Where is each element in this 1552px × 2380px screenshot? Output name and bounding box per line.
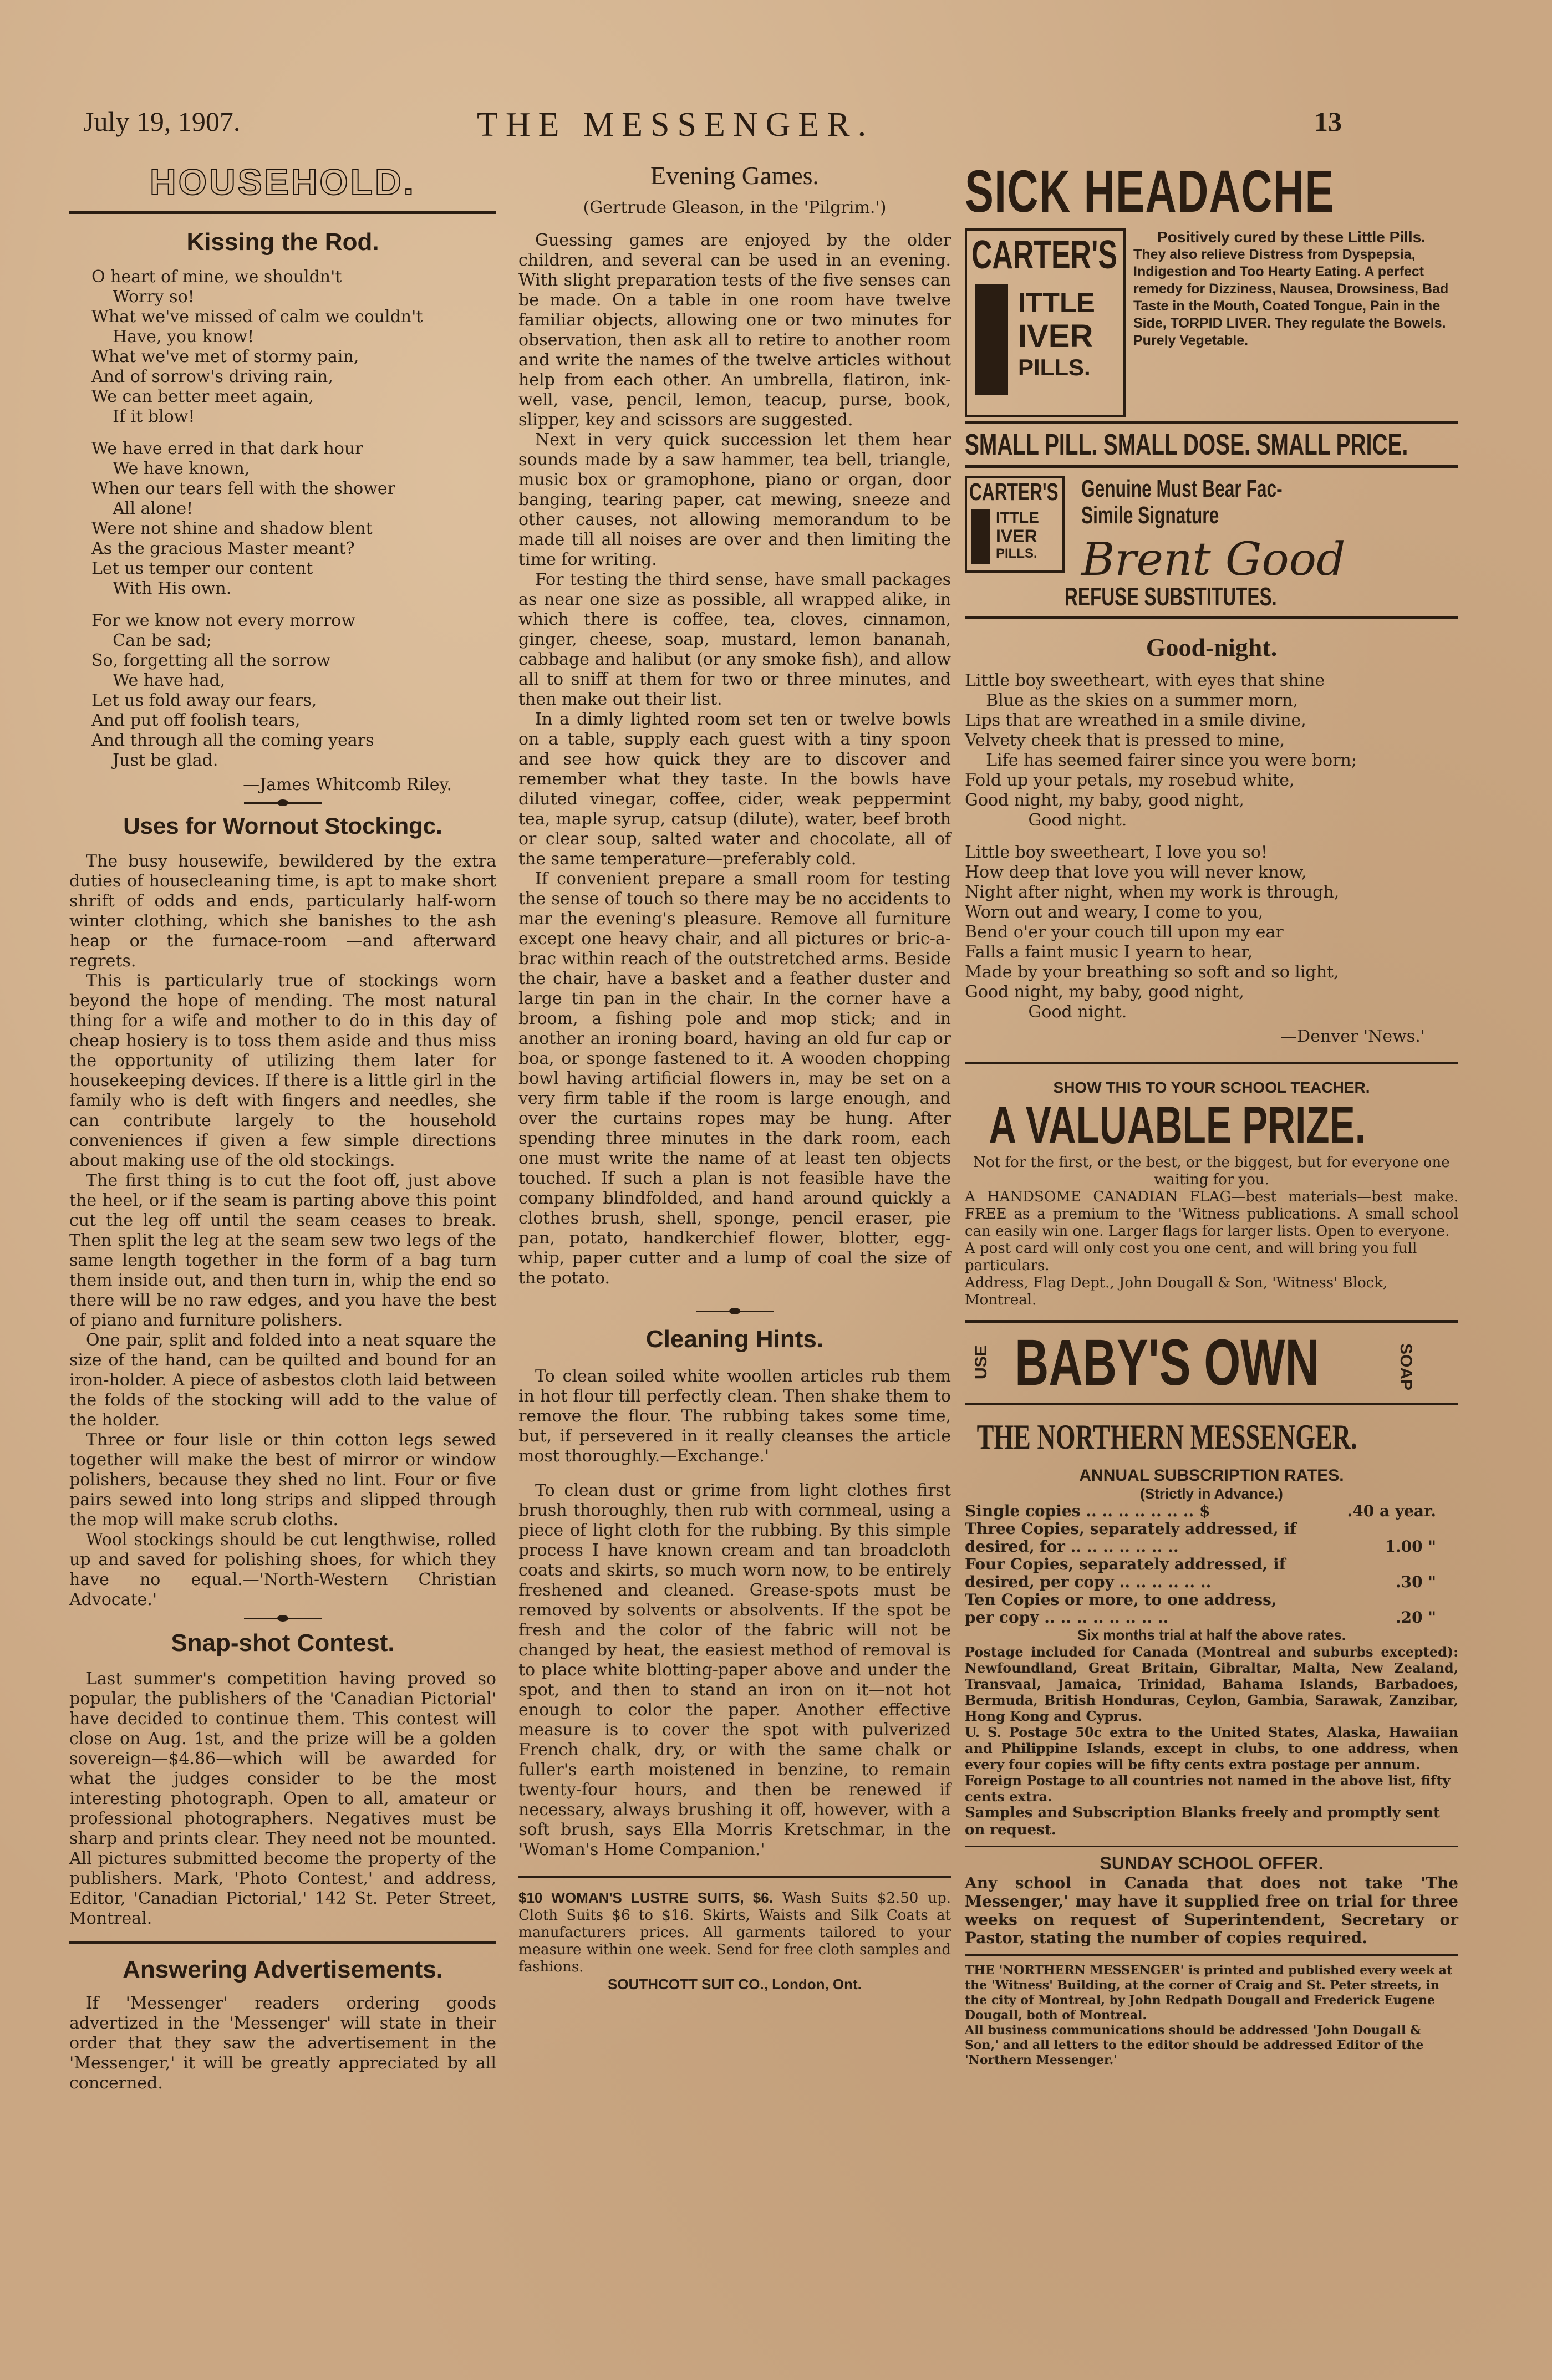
- poem-line: And put off foolish tears,: [91, 711, 301, 730]
- trial-note: Six months trial at half the above rates.: [1077, 1627, 1346, 1643]
- paragraph: For testing the third sense, have small packages as near one size as possible, all wrapped alike, in which there is coffee, tea, cloves, cinnamon, ginger, cheese, soap, mustard, lemon bananah, cabbage and halibut (or any smoke fish), and allow all to sniff at them for two or three minutes, and then make out their list.: [518, 570, 951, 709]
- poem-line: [91, 599, 496, 611]
- separator-rule: [518, 1876, 951, 1878]
- poem-line: [965, 830, 1458, 843]
- rate-row: [965, 1502, 1436, 1520]
- poem-line: Made by your breathing so soft and so light,: [965, 962, 1339, 982]
- rate-label: Single copies .. .. .. .. .. .. .. $: [965, 1502, 1210, 1520]
- snapshot-text: Last summer's competition having proved so popular, the publishers of the 'Canadian Pictorial' have decided to continue them. This contest will close on Aug. 1st, and the prize will be a golden sovereign—$4.86—which will be awarded for what the judges consider to be the most interesting photograph. Open to all, amateur or professional photographers. Negatives must be sharp and prints clear. They need not be mounted. All pictures submitted become the property of the publishers. Mark, 'Photo Contest,' and address, Editor, 'Canadian Pictorial,' 142 St. Peter Street, Montreal.: [69, 1669, 496, 1928]
- answering-text: If 'Messenger' readers ordering goods advertized in the 'Messenger' will state in their order that they saw the advertisement in the 'Messenger,' it will be greatly appreciated by all concerned.: [69, 1994, 496, 2093]
- household-heading: HOUSEHOLD.: [149, 161, 416, 202]
- rates-table: [965, 1502, 1458, 1627]
- prize-address: Address, Flag Dept., John Dougall & Son, 'Witness' Block, Montreal.: [965, 1275, 1388, 1308]
- poem-line: Little boy sweetheart, with eyes that shine: [965, 671, 1325, 690]
- poem-line: Night after night, when my work is through,: [965, 883, 1340, 902]
- issue-date: July 19, 1907.: [83, 106, 241, 137]
- evening-games-article: [518, 231, 951, 1288]
- brand-line-1: ITTLE: [1018, 287, 1095, 318]
- poem-line: Have, you know!: [91, 327, 255, 346]
- brand-line-2: IVER: [1018, 318, 1093, 354]
- poem-line: All alone!: [91, 499, 194, 518]
- carters-genuine: Genuine Must Bear Fac-Simile Signature: [1081, 475, 1283, 529]
- babys-own-ad: [965, 1326, 1458, 1399]
- poem-line: Worry so!: [91, 287, 195, 307]
- poem-line: Little boy sweetheart, I love you so!: [965, 843, 1268, 862]
- carters-cured: Positively cured by these Little Pills.: [1157, 228, 1426, 246]
- imprint: THE 'NORTHERN MESSENGER' is printed and published every week at the 'Witness' Building, at the corner of Craig and St. Peter streets, in the city of Montreal, by John Redpath Dougall and Frederick Eugene Dougall, both of Montreal.: [965, 1963, 1453, 2022]
- poem-line: How deep that love you will never know,: [965, 863, 1307, 882]
- babys-own-left: USE: [972, 1345, 990, 1379]
- suits-ad-company: SOUTHCOTT SUIT CO., London, Ont.: [608, 1976, 862, 1992]
- poem-line: We have erred in that dark hour: [91, 439, 363, 458]
- poem-line: For we know not every morrow: [91, 611, 356, 630]
- rate-label: Ten Copies or more, to one address, per copy .. .. .. .. .. .. .. ..: [965, 1591, 1277, 1627]
- stockings-title: Uses for Wornout Stockingc.: [123, 813, 442, 839]
- poem-line: Good night.: [965, 811, 1127, 830]
- paragraph: Guessing games are enjoyed by the older children, and several can be used in an evening. With slight preparation tests of the five senses can be made. On a table in one room have twelve familiar objects, allowing one or two minutes for observation, then ask all to retire to another room and write the names of the twelve articles without help from each other. An umbrella, flatiron, ink-well, vase, pencil, lemon, teacup, purse, book, slipper, key and scissors are suggested.: [518, 231, 951, 430]
- answering-title: Answering Advertisements.: [123, 1956, 443, 1983]
- poem-line: Good night, my baby, good night,: [965, 982, 1244, 1002]
- poem-author: —James Whitcomb Riley.: [243, 775, 452, 794]
- poem-kissing-the-rod: [69, 267, 496, 771]
- paragraph: Next in very quick succession let them hear sounds made by a saw hammer, tea bell, triangle, music box or gramophone, piano or organ, door banging, tearing paper, cat mewing, sneeze and other causes, not allowing memorandum to be made till all noises are over and then limiting the time for writing.: [518, 430, 951, 569]
- separator: [244, 802, 322, 804]
- evening-games-byline: (Gertrude Gleason, in the 'Pilgrim.'): [583, 198, 887, 217]
- separator-rule: [69, 1941, 496, 1944]
- poem-line: Worn out and weary, I come to you,: [965, 903, 1264, 922]
- small-brand-line-3: PILLS.: [996, 546, 1037, 561]
- brand-line-3: PILLS.: [1018, 354, 1091, 380]
- poem-line: Blue as the skies on a summer morn,: [965, 691, 1299, 710]
- paragraph: Wool stockings should be cut lengthwise, rolled up and saved for polishing shoes, for which they have no equal.—'North-Western Christian Advocate.': [69, 1530, 496, 1609]
- carters-refuse: REFUSE SUBSTITUTES.: [1065, 582, 1277, 611]
- babys-own-right: SOAP: [1397, 1343, 1415, 1391]
- masthead-title: THE MESSENGER.: [477, 106, 874, 144]
- rates-title: ANNUAL SUBSCRIPTION RATES.: [1079, 1466, 1344, 1485]
- page-number: 13: [1314, 106, 1342, 137]
- prize-kicker: SHOW THIS TO YOUR SCHOOL TEACHER.: [1053, 1079, 1370, 1096]
- poem-line: Velvety cheek that is pressed to mine,: [965, 731, 1285, 750]
- rate-row: [965, 1591, 1436, 1627]
- rate-row: [965, 1556, 1436, 1591]
- poem-good-night: [965, 671, 1458, 1022]
- poem-line: When our tears fell with the shower: [91, 479, 395, 498]
- prize-line-2: A HANDSOME CANADIAN FLAG—best materials—best make. FREE as a premium to the 'Witness publications. A small school can easily win one. Larger flags for larger lists. Open to everyone.: [965, 1189, 1458, 1240]
- column-games: [518, 161, 951, 1993]
- column-ads: [965, 157, 1458, 2068]
- separator: [696, 1311, 774, 1312]
- rate-value: .40 a year.: [1347, 1502, 1436, 1520]
- carters-brand: CARTER'S: [971, 233, 1117, 277]
- rate-label: Three Copies, separately addressed, if desired, for .. .. .. .. .. .. ..: [965, 1520, 1297, 1556]
- suits-ad-headline: $10 WOMAN'S LUSTRE SUITS, $6.: [518, 1889, 773, 1906]
- poem-line: Bend o'er your couch till upon my ear: [965, 923, 1284, 942]
- poem-line: We can better meet again,: [91, 387, 314, 406]
- babys-own-main: BABY'S OWN: [1015, 1326, 1319, 1399]
- small-brand-line-2: IVER: [996, 526, 1037, 546]
- carters-signature: Brent Good: [1081, 533, 1346, 586]
- sunday-title: SUNDAY SCHOOL OFFER.: [1100, 1853, 1324, 1873]
- prize-ad: [965, 1079, 1458, 1323]
- prize-line-3: A post card will only cost you one cent, and will bring you full particulars.: [965, 1240, 1417, 1274]
- poem-line: Good night, my baby, good night,: [965, 791, 1244, 810]
- carters-small-brand: CARTER'S: [969, 478, 1059, 506]
- goodnight-title: Good-night.: [1146, 633, 1278, 661]
- poem-line: And of sorrow's driving rain,: [91, 367, 333, 386]
- poem-line: What we've met of stormy pain,: [91, 347, 359, 366]
- communications: All business communications should be addressed 'John Dougall & Son,' and all letters to the editor should be addressed Editor of the 'Northern Messenger.': [965, 2023, 1424, 2067]
- poem-line: Let us temper our content: [91, 559, 313, 578]
- poem-line: Falls a faint music I yearn to hear,: [965, 942, 1253, 962]
- prize-line-1: Not for the first, or the best, or the biggest, but for everyone one waiting for you.: [973, 1154, 1450, 1188]
- carters-slogan: SMALL PILL. SMALL DOSE. SMALL PRICE.: [965, 428, 1408, 461]
- carters-logo: [965, 228, 1126, 417]
- cleaning-article: [518, 1367, 951, 1860]
- poem-line: Fold up your petals, my rosebud white,: [965, 771, 1295, 790]
- paragraph: The busy housewife, bewildered by the extra duties of housecleaning time, is apt to make short shrift of odds and ends, particularly half-worn winter clothing, which she banishes to the ash heap or the furnace-room —and afterward regrets.: [69, 852, 496, 971]
- poem-line: Lips that are wreathed in a smile divine,: [965, 711, 1306, 730]
- small-brand-line-1: ITTLE: [996, 509, 1039, 526]
- rate-label: Four Copies, separately addressed, if desired, per copy .. .. .. .. .. ..: [965, 1555, 1286, 1591]
- paragraph: One pair, split and folded into a neat square the size of the hand, can be quilted and bound for an iron-holder. A piece of asbestos cloth laid between the folds of the stocking will add to the value of the holder.: [69, 1331, 496, 1430]
- poem-line: Let us fold away our fears,: [91, 691, 317, 710]
- stockings-article: [69, 852, 496, 1610]
- goodnight-author: —Denver 'News.': [1280, 1027, 1425, 1046]
- evening-games-title: Evening Games.: [650, 161, 820, 190]
- poem-line: [91, 427, 496, 439]
- paragraph: If convenient prepare a small room for testing the sense of touch so there may be no accidents to mar the evening's pleasure. Remove all furniture except one heavy chair, and all pictures or bric-a-brac within reach of the outstretched arms. Beside the chair, have a basket and a feather duster and large tin pan in the chair. In the corner have a broom, a fishing pole and mop stick; and in another an ironing board, having an old fur cap or boa, or sponge fastened to it. A wooden chopping bowl having artificial flowers in, may be set on a very firm table if the room is large enough, and over the curtains ropes may be hung. After spending three minutes in the dark room, each one must write the name of at least ten objects touched. If such a plan is not feasible have the company blindfolded, and hand around quickly a clothes brush, shell, sponge, pencil eraser, pie pan, potato, handkerchief flower, blotter, egg-whip, paper cutter and a lump of coal the size of the potato.: [518, 869, 951, 1288]
- prize-headline: A VALUABLE PRIZE.: [989, 1095, 1366, 1155]
- poem-line: We have known,: [91, 459, 250, 478]
- rate-value: .20 ": [1395, 1608, 1436, 1627]
- paragraph: This is particularly true of stockings worn beyond the hope of mending. The most natural thing for a wife and mother to do in this day of cheap hosiery is to toss them aside and thus miss the opportunity of utilizing them later for housekeeping devices. If there is a little girl in the family who is deft with fingers and needles, she can contribute largely to the household conveniences if given a few simple directions about making use of the old stockings.: [69, 971, 496, 1170]
- poem-line: O heart of mine, we shouldn't: [91, 267, 342, 287]
- heading-rule: [69, 211, 496, 214]
- poem-line: As the gracious Master meant?: [91, 539, 355, 558]
- carters-description: They also relieve Distress from Dyspepsia, Indigestion and Too Hearty Eating. A perfect remedy for Dizziness, Nausea, Drowsiness, Bad Taste in the Mouth, Coated Tongue, Pain in the Side, TORPID LIVER. They regulate the Bowels. Purely Vegetable.: [1133, 247, 1449, 348]
- poem-line: Were not shine and shadow blent: [91, 519, 373, 538]
- foreign-postage-note: Foreign Postage to all countries not named in the above list, fifty cents extra.: [965, 1772, 1451, 1805]
- paragraph: To clean dust or grime from light clothes first brush thoroughly, then rub with cornmeal, using a piece of light cloth for the rubbing. By this simple process I have known cream and tan broadcloth coats and skirts, so much worn now, to be entirely freshened and cleaned. Grease-spots must be removed by solvents or absolvents. If the spot be fresh and the color of the fabric will not be changed by heat, the easiest method of removal is to place white blotting-paper above and under the spot, and then to stand an iron on it—not hot enough to color the paper. Another effective measure is to cover the spot with pulverized French chalk, dry, or with the same chalk or fuller's earth moistened in benzine, to remain twenty-four hours, and then be renewed if necessary, always brushing it off, however, with a soft brush, says Ella Morris Kretschmar, in the 'Woman's Home Companion.': [518, 1481, 951, 1859]
- suits-ad-text: Wash Suits $2.50 up. Cloth Suits $6 to $16. Skirts, Waists and Silk Coats at manufacturers prices. All garments tailored to your measure within one week. Send for free cloth samples and fashions.: [518, 1890, 951, 1975]
- carters-logo-small: [965, 476, 1065, 573]
- sunday-text: Any school in Canada that does not take 'The Messenger,' may have it supplied free on trial for three weeks on request of Superintendent, Secretary or Pastor, stating the number of copies required.: [965, 1874, 1458, 1947]
- carters-ad: [965, 157, 1458, 619]
- poem-line: Life has seemed fairer since you were born;: [965, 751, 1357, 770]
- postage-note: Postage included for Canada (Montreal and suburbs excepted): Newfoundland, Great Britain, Gibraltar, Malta, New Zealand, Transvaal, Jamaica, Trinidad, Bahama Islands, Barbadoes, Bermuda, British Honduras, Ceylon, Gambia, Sarawak, Zanzibar, Hong Kong and Cyprus.: [965, 1644, 1458, 1724]
- rate-row: [965, 1520, 1436, 1556]
- poem-line: Good night.: [965, 1002, 1127, 1022]
- rate-value: 1.00 ": [1385, 1537, 1436, 1556]
- poem-line: Can be sad;: [91, 631, 212, 650]
- letter-l-block-small: [971, 509, 990, 564]
- suits-ad: [518, 1889, 951, 1976]
- column-household: [69, 161, 496, 2093]
- paragraph: Three or four lisle or thin cotton legs sewed together will make the best of mirror or window polishers, because they shed no lint. Four or five pairs sewed into long strips and slipped through the mop will make scrub cloths.: [69, 1430, 496, 1530]
- northern-title: THE NORTHERN MESSENGER.: [976, 1417, 1357, 1456]
- poem-title: Kissing the Rod.: [186, 228, 379, 256]
- carters-headline: SICK HEADACHE: [965, 157, 1335, 225]
- snapshot-title: Snap-shot Contest.: [171, 1629, 395, 1657]
- poem-line: With His own.: [91, 579, 232, 598]
- rate-value: .30 ": [1395, 1573, 1436, 1591]
- poem-line: And through all the coming years: [91, 731, 374, 750]
- poem-line: Just be glad.: [91, 751, 218, 770]
- paragraph: The first thing is to cut the foot off, just above the heel, or if the seam is parting above this point cut the leg off until the seam ceases to break. Then split the leg at the seam sew two legs of the same length together in the form of a bag turn them inside out, and then turn in, whip the end so there will be no raw edges, and you have the best of piano and furniture polishers.: [69, 1171, 496, 1330]
- paragraph: In a dimly lighted room set ten or twelve bowls on a table, supply each guest with a tiny spoon and see how quick they are to discover and remember what they taste. In the bowls have diluted vinegar, coffee, cider, weak peppermint tea, maple syrup, catsup (dilute), water, beef broth or clear soup, salted water and chocolate, all of the same temperature—preferably cold.: [518, 710, 951, 869]
- poem-line: We have had,: [91, 671, 226, 690]
- paragraph: To clean soiled white woollen articles rub them in hot flour till perfectly clean. Then shake them to remove the flour. The rubbing takes some time, but, if persevered in it really cleanses the article most thoroughly.—Exchange.': [518, 1367, 951, 1466]
- letter-l-block: [975, 284, 1008, 395]
- cleaning-title: Cleaning Hints.: [645, 1326, 824, 1353]
- poem-line: What we've missed of calm we couldn't: [91, 307, 423, 327]
- rates-note: (Strictly in Advance.): [1140, 1485, 1283, 1502]
- poem-line: If it blow!: [91, 407, 195, 426]
- samples-note: Samples and Subscription Blanks freely and promptly sent on request.: [965, 1805, 1441, 1838]
- us-postage-note: U. S. Postage 50c extra to the United States, Alaska, Hawaiian and Philippine Islands, except in clubs, to one address, when every four copies will be fifty cents extra postage per annum.: [965, 1724, 1458, 1772]
- poem-line: So, forgetting all the sorrow: [91, 651, 331, 670]
- separator: [244, 1618, 322, 1619]
